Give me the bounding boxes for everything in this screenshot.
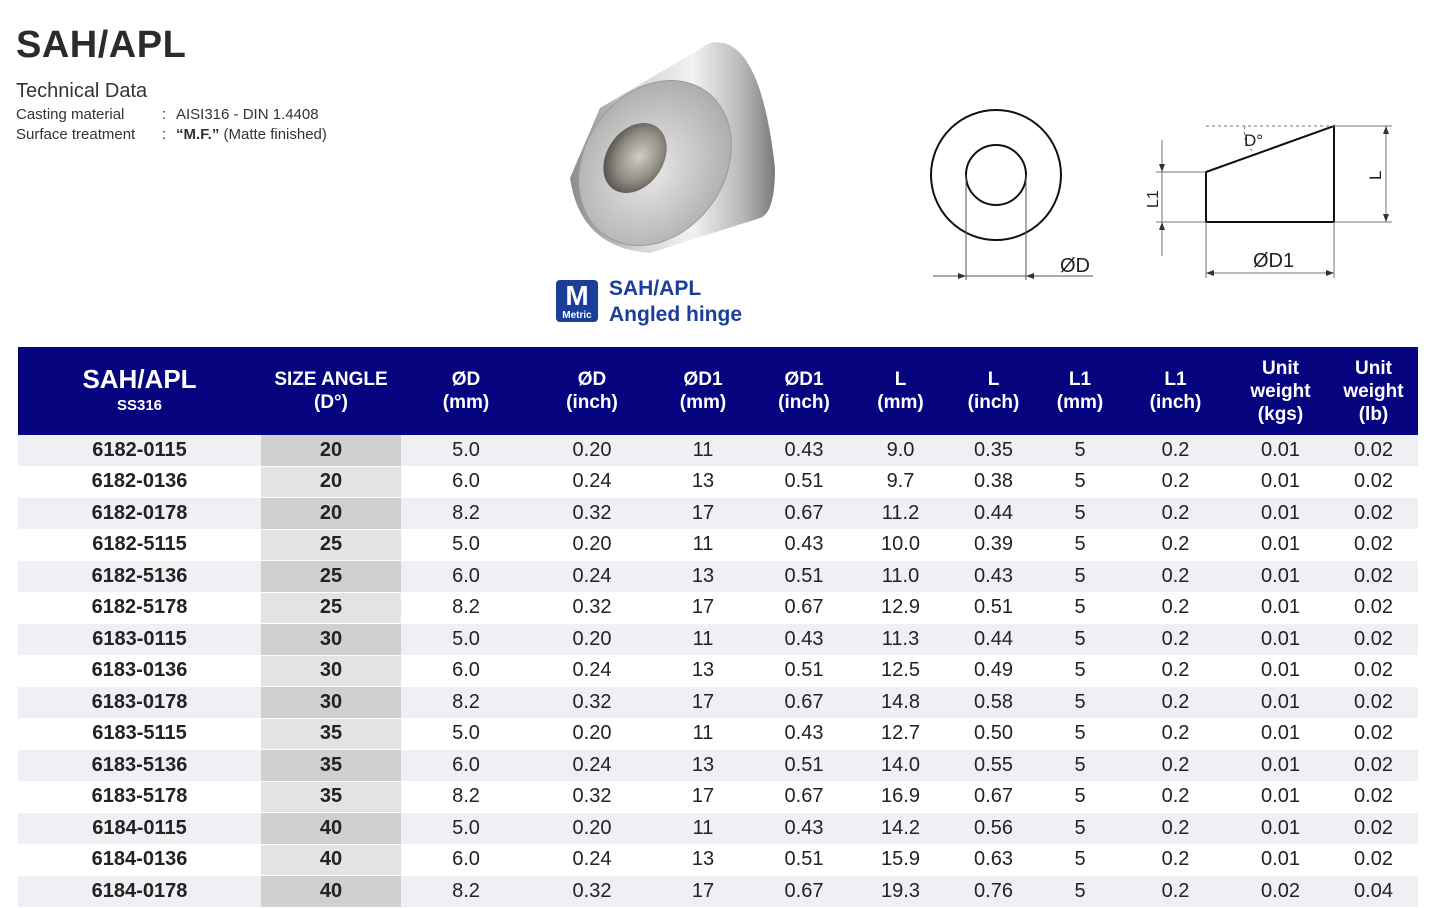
- angle-cell: 30: [261, 687, 401, 719]
- table-cell: 0.2: [1119, 435, 1232, 466]
- table-cell: 0.2: [1119, 529, 1232, 561]
- table-cell: 0.2: [1119, 813, 1232, 845]
- header-line: (kgs): [1257, 403, 1304, 425]
- table-cell: 0.02: [1329, 781, 1418, 813]
- side-profile-diagram: [1130, 118, 1400, 283]
- table-cell: 19.3: [855, 876, 946, 908]
- table-row: [18, 781, 1418, 813]
- table-cell: 0.67: [753, 592, 855, 624]
- table-cell: 0.51: [753, 844, 855, 876]
- spec-label: Surface treatment: [16, 126, 136, 143]
- table-row: [18, 687, 1418, 719]
- table-row: [18, 624, 1418, 656]
- table-row: [18, 529, 1418, 561]
- table-cell: 0.43: [753, 529, 855, 561]
- angle-cell: 35: [261, 750, 401, 782]
- table-header-row: [18, 347, 1418, 435]
- header-line: SIZE ANGLE: [274, 369, 388, 390]
- table-row: [18, 750, 1418, 782]
- product-code-cell: 6182-0136: [18, 466, 261, 498]
- table-cell: 8.2: [401, 498, 531, 530]
- angle-cell: 25: [261, 592, 401, 624]
- dimension-d1-label: ØD1: [1253, 250, 1295, 272]
- product-code: SAH/APL: [609, 277, 702, 300]
- header-line: (lb): [1358, 403, 1389, 425]
- table-cell: 0.55: [946, 750, 1041, 782]
- table-cell: 0.02: [1329, 466, 1418, 498]
- angle-cell: 20: [261, 435, 401, 466]
- table-cell: 0.20: [531, 813, 653, 845]
- header-line: L1: [1068, 369, 1092, 390]
- table-cell: 0.2: [1119, 844, 1232, 876]
- table-cell: 6.0: [401, 844, 531, 876]
- table-cell: 0.24: [531, 750, 653, 782]
- spec-surface-treatment: [16, 126, 327, 143]
- angle-cell: 20: [261, 498, 401, 530]
- column-header: [1041, 347, 1119, 435]
- table-cell: 0.24: [531, 466, 653, 498]
- table-cell: 0.01: [1232, 844, 1329, 876]
- table-cell: 0.02: [1329, 844, 1418, 876]
- table-cell: 0.50: [946, 718, 1041, 750]
- product-description: Angled hinge: [609, 303, 742, 326]
- table-row: [18, 813, 1418, 845]
- angle-cell: 40: [261, 813, 401, 845]
- spec-separator: :: [162, 106, 167, 123]
- header-line: weight: [1250, 380, 1311, 402]
- column-header: [1232, 347, 1329, 435]
- table-cell: 0.2: [1119, 781, 1232, 813]
- table-cell: 6.0: [401, 750, 531, 782]
- angle-cell: 25: [261, 529, 401, 561]
- table-cell: 0.63: [946, 844, 1041, 876]
- table-cell: 8.2: [401, 781, 531, 813]
- table-cell: 11: [653, 624, 753, 656]
- product-code-cell: 6182-5178: [18, 592, 261, 624]
- header-line: (D°): [314, 392, 348, 413]
- table-row: [18, 498, 1418, 530]
- column-header: [1329, 347, 1418, 435]
- table-cell: 0.67: [946, 781, 1041, 813]
- table-row: [18, 655, 1418, 687]
- table-cell: 0.67: [753, 498, 855, 530]
- angle-cell: 25: [261, 561, 401, 593]
- table-row: [18, 718, 1418, 750]
- table-cell: 0.56: [946, 813, 1041, 845]
- table-cell: 13: [653, 561, 753, 593]
- table-cell: 0.51: [753, 750, 855, 782]
- angle-cell: 30: [261, 655, 401, 687]
- header-line: L: [894, 369, 907, 390]
- table-cell: 0.32: [531, 781, 653, 813]
- table-cell: 17: [653, 781, 753, 813]
- table-cell: 5: [1041, 435, 1119, 466]
- table-row: [18, 876, 1418, 908]
- table-cell: 17: [653, 687, 753, 719]
- table-cell: 0.67: [753, 687, 855, 719]
- table-cell: 5.0: [401, 435, 531, 466]
- table-cell: 15.9: [855, 844, 946, 876]
- product-code-cell: 6183-5136: [18, 750, 261, 782]
- product-image: [560, 38, 780, 258]
- table-cell: 11.0: [855, 561, 946, 593]
- table-cell: 11.2: [855, 498, 946, 530]
- table-cell: 0.32: [531, 592, 653, 624]
- table-cell: 0.02: [1329, 750, 1418, 782]
- table-cell: 0.2: [1119, 655, 1232, 687]
- table-cell: 0.02: [1329, 718, 1418, 750]
- table-cell: 12.7: [855, 718, 946, 750]
- header-line: (mm): [442, 392, 490, 413]
- table-cell: 11: [653, 718, 753, 750]
- table-cell: 0.2: [1119, 466, 1232, 498]
- table-cell: 0.02: [1329, 592, 1418, 624]
- header-line: ØD1: [683, 369, 723, 390]
- table-cell: 0.67: [753, 781, 855, 813]
- header-line: weight: [1343, 380, 1404, 402]
- table-cell: 5.0: [401, 813, 531, 845]
- product-code-cell: 6184-0115: [18, 813, 261, 845]
- header-material: SS316: [116, 397, 163, 414]
- metric-caption: Metric: [562, 310, 592, 321]
- table-cell: 6.0: [401, 466, 531, 498]
- table-cell: 0.51: [753, 466, 855, 498]
- column-header: [753, 347, 855, 435]
- table-cell: 0.02: [1232, 876, 1329, 908]
- header-line: (inch): [566, 392, 618, 413]
- table-cell: 0.01: [1232, 435, 1329, 466]
- angle-cell: 35: [261, 718, 401, 750]
- table-cell: 0.01: [1232, 718, 1329, 750]
- table-cell: 5: [1041, 561, 1119, 593]
- table-cell: 0.01: [1232, 750, 1329, 782]
- header-line: Unit: [1355, 357, 1392, 379]
- spec-separator: :: [162, 126, 167, 143]
- header-product: SAH/APL: [82, 364, 197, 394]
- angle-cell: 20: [261, 466, 401, 498]
- product-code-cell: 6183-0178: [18, 687, 261, 719]
- product-code-cell: 6182-0115: [18, 435, 261, 466]
- table-cell: 0.43: [946, 561, 1041, 593]
- table-row: [18, 435, 1418, 466]
- table-cell: 0.2: [1119, 750, 1232, 782]
- table-cell: 0.2: [1119, 561, 1232, 593]
- table-cell: 12.9: [855, 592, 946, 624]
- table-cell: 13: [653, 655, 753, 687]
- table-cell: 0.01: [1232, 687, 1329, 719]
- table-cell: 5: [1041, 718, 1119, 750]
- header-line: Unit: [1262, 357, 1299, 379]
- table-cell: 14.0: [855, 750, 946, 782]
- header-line: (inch): [778, 392, 830, 413]
- product-code-cell: 6182-5136: [18, 561, 261, 593]
- product-code-cell: 6182-5115: [18, 529, 261, 561]
- product-code-cell: 6183-5178: [18, 781, 261, 813]
- table-cell: 0.2: [1119, 718, 1232, 750]
- table-cell: 5: [1041, 813, 1119, 845]
- ring-diagram: [925, 100, 1100, 285]
- table-cell: 0.2: [1119, 876, 1232, 908]
- table-cell: 10.0: [855, 529, 946, 561]
- table-cell: 8.2: [401, 876, 531, 908]
- table-cell: 0.51: [753, 561, 855, 593]
- table-cell: 0.02: [1329, 561, 1418, 593]
- product-code-cell: 6182-0178: [18, 498, 261, 530]
- table-cell: 12.5: [855, 655, 946, 687]
- table-cell: 5: [1041, 529, 1119, 561]
- table-cell: 0.01: [1232, 813, 1329, 845]
- table-cell: 13: [653, 844, 753, 876]
- table-cell: 0.32: [531, 876, 653, 908]
- table-cell: 5: [1041, 624, 1119, 656]
- table-cell: 0.01: [1232, 466, 1329, 498]
- table-cell: 0.20: [531, 435, 653, 466]
- table-cell: 16.9: [855, 781, 946, 813]
- table-cell: 17: [653, 498, 753, 530]
- table-row: [18, 592, 1418, 624]
- table-cell: 11.3: [855, 624, 946, 656]
- angle-cell: 40: [261, 844, 401, 876]
- column-header: [855, 347, 946, 435]
- table-body: [18, 435, 1418, 907]
- table-cell: 0.38: [946, 466, 1041, 498]
- product-code-cell: 6183-5115: [18, 718, 261, 750]
- table-cell: 0.43: [753, 624, 855, 656]
- table-cell: 0.58: [946, 687, 1041, 719]
- table-cell: 0.02: [1329, 529, 1418, 561]
- table-cell: 13: [653, 466, 753, 498]
- table-cell: 9.0: [855, 435, 946, 466]
- angle-label: D°: [1244, 131, 1264, 150]
- table-cell: 0.01: [1232, 529, 1329, 561]
- column-header: [531, 347, 653, 435]
- table-cell: 14.2: [855, 813, 946, 845]
- dimension-l1-label: L1: [1145, 190, 1162, 208]
- spec-casting-material: [16, 106, 319, 123]
- table-cell: 0.04: [1329, 876, 1418, 908]
- table-cell: 5: [1041, 876, 1119, 908]
- table-cell: 0.02: [1329, 435, 1418, 466]
- table-cell: 0.76: [946, 876, 1041, 908]
- table-cell: 0.01: [1232, 655, 1329, 687]
- header-line: (inch): [967, 392, 1020, 413]
- section-subtitle: Technical Data: [16, 80, 148, 102]
- table-cell: 9.7: [855, 466, 946, 498]
- header-line: ØD: [451, 369, 481, 390]
- table-cell: 0.24: [531, 844, 653, 876]
- table-cell: 0.35: [946, 435, 1041, 466]
- table-cell: 0.2: [1119, 592, 1232, 624]
- table-cell: 0.24: [531, 561, 653, 593]
- dimension-d-label: ØD: [1060, 255, 1090, 277]
- table-cell: 17: [653, 876, 753, 908]
- table-cell: 0.67: [753, 876, 855, 908]
- table-cell: 0.01: [1232, 498, 1329, 530]
- table-cell: 0.51: [946, 592, 1041, 624]
- table-cell: 0.01: [1232, 781, 1329, 813]
- table-row: [18, 844, 1418, 876]
- column-header: [401, 347, 531, 435]
- spec-value: AISI316 - DIN 1.4408: [176, 106, 319, 123]
- spec-value-bold: “M.F.”: [176, 126, 220, 143]
- page-title: SAH/APL: [16, 24, 187, 66]
- table-cell: 0.2: [1119, 498, 1232, 530]
- table-cell: 5: [1041, 844, 1119, 876]
- table-cell: 5: [1041, 750, 1119, 782]
- table-cell: 5: [1041, 781, 1119, 813]
- product-caption: [609, 276, 742, 328]
- table-cell: 0.32: [531, 498, 653, 530]
- table-cell: 17: [653, 592, 753, 624]
- dimension-l-label: L: [1366, 170, 1385, 180]
- header-line: ØD1: [784, 369, 824, 390]
- table-cell: 0.20: [531, 529, 653, 561]
- table-cell: 0.02: [1329, 687, 1418, 719]
- table-cell: 5: [1041, 655, 1119, 687]
- header-line: (inch): [1149, 392, 1202, 413]
- table-cell: 0.51: [753, 655, 855, 687]
- table-cell: 6.0: [401, 655, 531, 687]
- table-cell: 0.02: [1329, 813, 1418, 845]
- product-code-cell: 6184-0136: [18, 844, 261, 876]
- column-header: [18, 347, 261, 435]
- column-header: [653, 347, 753, 435]
- angle-cell: 35: [261, 781, 401, 813]
- table-cell: 0.44: [946, 498, 1041, 530]
- table-cell: 14.8: [855, 687, 946, 719]
- table-cell: 5.0: [401, 624, 531, 656]
- metric-badge: [556, 280, 598, 322]
- table-cell: 11: [653, 435, 753, 466]
- table-cell: 0.39: [946, 529, 1041, 561]
- table-cell: 5: [1041, 466, 1119, 498]
- table-cell: 5.0: [401, 529, 531, 561]
- spec-table: [18, 347, 1418, 908]
- table-cell: 0.01: [1232, 592, 1329, 624]
- table-cell: 0.43: [753, 435, 855, 466]
- table-row: [18, 466, 1418, 498]
- table-cell: 0.20: [531, 624, 653, 656]
- metric-letter: M: [565, 280, 589, 311]
- table-cell: 0.02: [1329, 624, 1418, 656]
- angle-cell: 30: [261, 624, 401, 656]
- table-cell: 6.0: [401, 561, 531, 593]
- header-line: L1: [1164, 369, 1187, 390]
- table-cell: 5.0: [401, 718, 531, 750]
- table-cell: 0.44: [946, 624, 1041, 656]
- product-code-cell: 6183-0136: [18, 655, 261, 687]
- angle-cell: 40: [261, 876, 401, 908]
- table-cell: 11: [653, 529, 753, 561]
- table-cell: 0.2: [1119, 687, 1232, 719]
- table-cell: 5: [1041, 687, 1119, 719]
- table-cell: 5: [1041, 592, 1119, 624]
- table-cell: 0.49: [946, 655, 1041, 687]
- table-cell: 0.02: [1329, 498, 1418, 530]
- header-line: ØD: [577, 369, 607, 390]
- column-header: [261, 347, 401, 435]
- product-code-cell: 6184-0178: [18, 876, 261, 908]
- table-cell: 0.20: [531, 718, 653, 750]
- table-cell: 11: [653, 813, 753, 845]
- table-cell: 0.2: [1119, 624, 1232, 656]
- spec-value: (Matte finished): [219, 126, 327, 143]
- table-cell: 0.32: [531, 687, 653, 719]
- header-line: L: [987, 369, 1000, 390]
- table-row: [18, 561, 1418, 593]
- table-cell: 5: [1041, 498, 1119, 530]
- table-cell: 0.43: [753, 718, 855, 750]
- table-cell: 0.43: [753, 813, 855, 845]
- table-cell: 0.01: [1232, 561, 1329, 593]
- table-cell: 0.01: [1232, 624, 1329, 656]
- table-cell: 8.2: [401, 687, 531, 719]
- header-line: (mm): [679, 392, 727, 413]
- spec-label: Casting material: [16, 106, 125, 123]
- table-cell: 8.2: [401, 592, 531, 624]
- table-cell: 0.24: [531, 655, 653, 687]
- table-cell: 13: [653, 750, 753, 782]
- header-line: (mm): [1056, 392, 1104, 413]
- product-code-cell: 6183-0115: [18, 624, 261, 656]
- header-line: (mm): [877, 392, 924, 413]
- table-cell: 0.02: [1329, 655, 1418, 687]
- column-header: [946, 347, 1041, 435]
- column-header: [1119, 347, 1232, 435]
